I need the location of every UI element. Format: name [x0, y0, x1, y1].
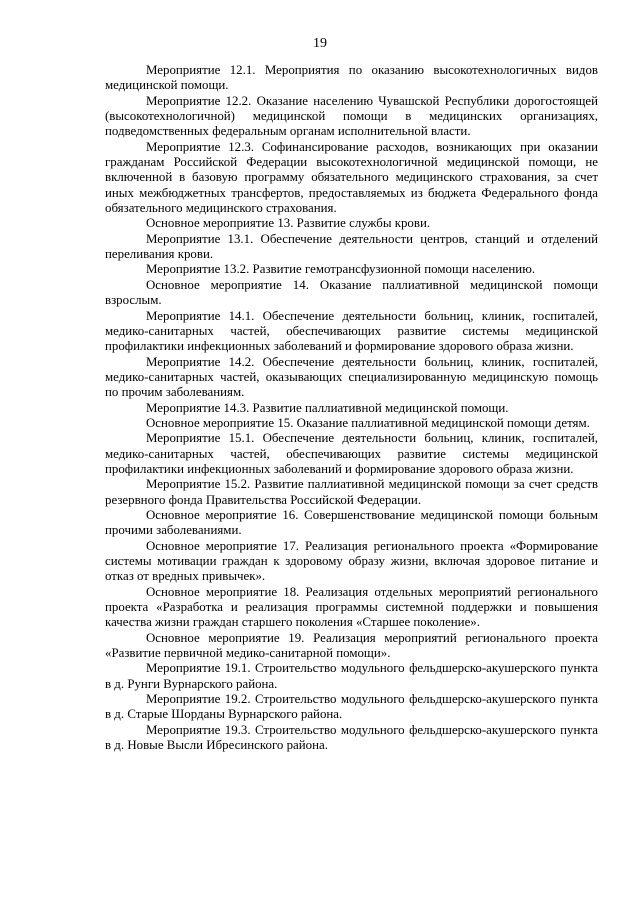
- paragraph-measure-15-1: Мероприятие 15.1. Обеспечение деятельности больниц, клиник, госпиталей, медико-санитарных частей, обеспечивающих развитие системы медицинской профилактики инфекционных заболеваний и формирование здорового образа жизни.: [105, 431, 598, 476]
- paragraph-main-measure-17: Основное мероприятие 17. Реализация регионального проекта «Формирование системы мотивации граждан к здоровому образу жизни, включая здоровое питание и отказ от вредных привычек».: [105, 538, 598, 584]
- paragraph-measure-14-3: Мероприятие 14.3. Развитие паллиативной медицинской помощи.: [146, 400, 509, 415]
- paragraph-measure-12-2: Мероприятие 12.2. Оказание населению Чувашской Республики дорогостоящей (высокотехнологичной) медицинской помощи в медицинских организациях, подведомственных федеральным органам исполнительной власти.: [105, 93, 598, 139]
- paragraph-main-measure-13: Основное мероприятие 13. Развитие службы крови.: [146, 216, 431, 231]
- paragraph-main-measure-19: Основное мероприятие 19. Реализация мероприятий регионального проекта «Развитие первичной медико-санитарной помощи».: [105, 630, 598, 661]
- paragraph-measure-14-2: Мероприятие 14.2. Обеспечение деятельности больниц, клиник, госпиталей, медико-санитарных частей, оказывающих специализированную медицинскую помощь по прочим заболеваниям.: [105, 354, 598, 400]
- paragraph-measure-14-1: Мероприятие 14.1. Обеспечение деятельности больниц, клиник, госпиталей, медико-санитарных частей, обеспечивающих развитие системы медицинской профилактики инфекционных заболеваний и формирование здорового образа жизни.: [105, 308, 598, 354]
- paragraph-measure-19-2: Мероприятие 19.2. Строительство модульного фельдшерско-акушерского пункта в д. Старые Шорданы Вурнарского района.: [105, 692, 598, 722]
- paragraph-measure-12-1: Мероприятие 12.1. Мероприятия по оказанию высокотехнологичных видов медицинской помощи.: [105, 63, 598, 93]
- paragraph-measure-19-1: Мероприятие 19.1. Строительство модульного фельдшерско-акушерского пункта в д. Рунги Вурнарского района.: [105, 661, 598, 691]
- paragraph-main-measure-18: Основное мероприятие 18. Реализация отдельных мероприятий регионального проекта «Разработка и реализация программы системной поддержки и повышения качества жизни граждан старшего поколения «Старшее поколение».: [105, 584, 598, 630]
- page-number: 19: [313, 36, 327, 51]
- paragraph-measure-19-3: Мероприятие 19.3. Строительство модульного фельдшерско-акушерского пункта в д. Новые Высли Ибресинского района.: [105, 722, 598, 753]
- paragraph-main-measure-14: Основное мероприятие 14. Оказание паллиативной медицинской помощи взрослым.: [105, 277, 598, 308]
- paragraph-main-measure-16: Основное мероприятие 16. Совершенствование медицинской помощи больным прочими заболеваниями.: [105, 507, 598, 538]
- paragraph-main-measure-15: Основное мероприятие 15. Оказание паллиативной медицинской помощи детям.: [146, 415, 590, 430]
- paragraph-measure-13-1: Мероприятие 13.1. Обеспечение деятельности центров, станций и отделений переливания крови.: [105, 231, 598, 262]
- paragraph-measure-15-2: Мероприятие 15.2. Развитие паллиативной медицинской помощи за счет средств резервного фонда Правительства Российской Федерации.: [105, 477, 598, 507]
- document-body: [105, 63, 598, 753]
- paragraph-measure-12-3: Мероприятие 12.3. Софинансирование расходов, возникающих при оказании гражданам Российской Федерации высокотехнологичной медицинской помощи, не включенной в базовую программу обязательного медицинского страхования, за счет иных межбюджетных трансфертов, предоставляемых из бюджета Федерального фонда обязательного медицинского страхования.: [105, 139, 598, 216]
- paragraph-measure-13-2: Мероприятие 13.2. Развитие гемотрансфузионной помощи населению.: [146, 262, 536, 277]
